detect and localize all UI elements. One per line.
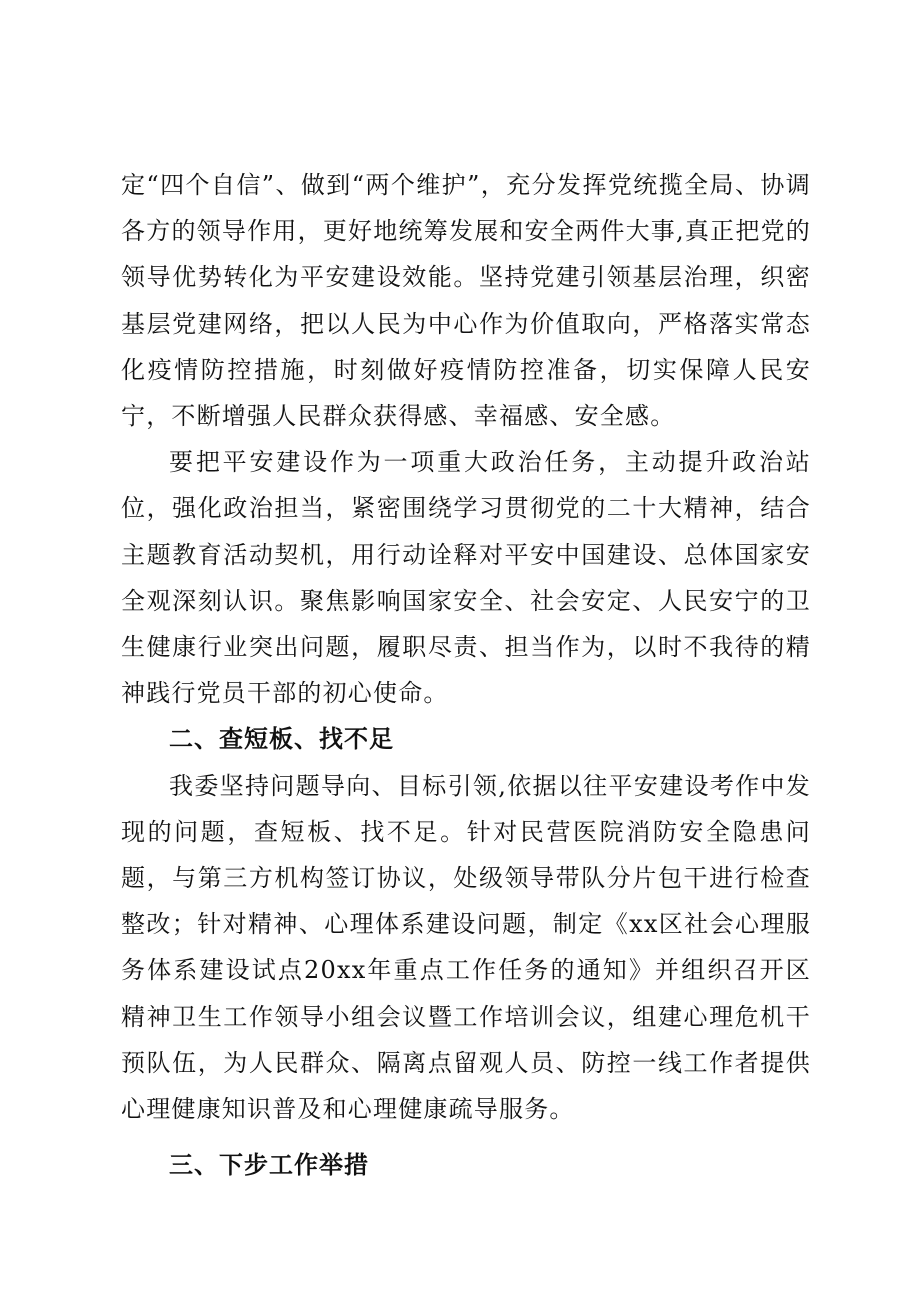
- section-heading-next-steps: 三、下步工作举措: [169, 1151, 369, 1180]
- section-heading-shortcomings: 二、查短板、找不足: [169, 725, 394, 754]
- paragraph-continuation: 定“四个自信”、做到“两个维护”，充分发挥党统揽全局、协调各方的领导作用，更好地统筹发展和安全两件大事,真正把党的领导优势转化为平安建设效能。坚持党建引领基层治理，织密基层党建网络，把以人民为中心作为价值取向，严格落实常态化疫情防控措施，时刻做好疫情防控准备，切实保障人民安宁，不断增强人民群众获得感、幸福感、安全感。: [121, 171, 811, 431]
- document-body: [121, 162, 811, 1188]
- paragraph-problem-oriented: 我委坚持问题导向、目标引领,依据以往平安建设考作中发现的问题，查短板、找不足。针对民营医院消防安全隐患问题，与第三方机构签订协议，处级领导带队分片包干进行检查整改；针对精神、心理体系建设问题，制定《xx区社会心理服务体系建设试点20xx年重点工作任务的通知》并组织召开区精神卫生工作领导小组会议暨工作培训会议，组建心理危机干预队伍，为人民群众、隔离点留观人员、防控一线工作者提供心理健康知识普及和心理健康疏导服务。: [121, 771, 811, 1124]
- paragraph-political-task: 要把平安建设作为一项重大政治任务，主动提升政治站位，强化政治担当，紧密围绕学习贯彻党的二十大精神，结合主题教育活动契机，用行动诠释对平安中国建设、总体国家安全观深刻认识。聚焦影响国家安全、社会安定、人民安宁的卫生健康行业突出问题，履职尽责、担当作为，以时不我待的精神践行党员干部的初心使命。: [121, 448, 811, 708]
